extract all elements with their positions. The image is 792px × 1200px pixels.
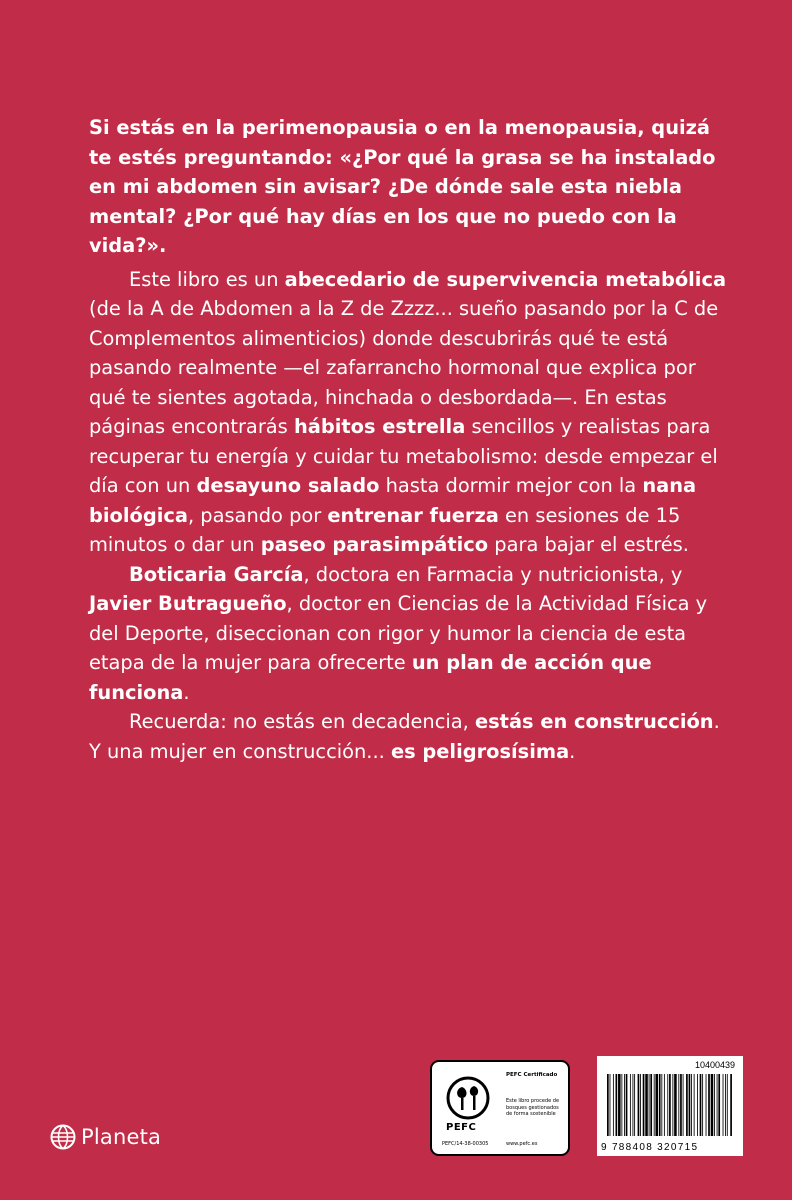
barcode-bar	[610, 1074, 611, 1136]
isbn-barcode	[597, 1056, 743, 1156]
p1-run-0: Este libro es un	[129, 267, 285, 291]
p3-run-3: es peligrosísima	[390, 739, 570, 763]
barcode-bar	[717, 1074, 718, 1136]
p1-run-10: en sesiones de 15 minutos o dar un	[89, 503, 681, 556]
barcode-bar	[691, 1074, 692, 1136]
p1-run-7: nana biológica	[89, 474, 697, 527]
planeta-globe-icon	[50, 1124, 76, 1150]
barcode-bar	[630, 1074, 631, 1136]
barcode-bar	[618, 1074, 621, 1136]
barcode-bar	[643, 1074, 645, 1136]
barcode-bar	[634, 1074, 635, 1136]
barcode-bar	[626, 1074, 628, 1136]
p2-run-5: .	[183, 680, 190, 704]
barcode-bar	[672, 1074, 673, 1136]
barcode-bar	[714, 1074, 715, 1136]
barcode-bar	[607, 1074, 609, 1136]
pefc-heading: PEFC Certificado	[506, 1072, 558, 1078]
paragraph-3	[89, 707, 729, 766]
barcode-bar	[624, 1074, 625, 1136]
p3-run-1: estás en construcción	[474, 710, 714, 733]
barcode-bar	[694, 1074, 695, 1136]
barcode-bar	[669, 1074, 671, 1136]
pefc-url: www.pefc.es	[506, 1141, 538, 1147]
p1-run-1: abecedario de supervivencia metabólica	[284, 267, 727, 291]
p1-run-9: entrenar fuerza	[327, 503, 499, 527]
intro-paragraph: Si estás en la perimenopausia o en la menopausia, quizá te estés preguntando: «¿Por qué la grasa se ha instalado en mi abdomen sin avisar? ¿De dónde sale esta niebla mental? ¿Por qué hay días en los que no puedo con la vida?».	[89, 116, 716, 257]
p3-run-0: Recuerda: no estás en decadencia,	[129, 710, 475, 733]
barcode-bar	[708, 1074, 710, 1136]
p1-run-4: sencillos y realistas para recuperar tu energía y cuidar tu metabolismo: desde empezar el día con un	[89, 415, 718, 497]
p1-run-5: desayuno salado	[196, 474, 380, 497]
p1-run-8: , pasando por	[187, 503, 328, 527]
barcode-bar	[678, 1074, 679, 1136]
barcode-bar	[689, 1074, 691, 1136]
p2-run-4: un plan de acción que funciona	[89, 651, 652, 704]
barcode-bar	[649, 1074, 650, 1136]
barcode-bar	[700, 1074, 702, 1136]
paragraph-1	[89, 265, 729, 560]
pefc-code: PEFC/14-38-00305	[442, 1141, 489, 1147]
p1-run-6: hasta dormir mejor con la	[379, 474, 643, 497]
barcode-bar	[730, 1074, 732, 1136]
barcode-bar	[725, 1074, 726, 1136]
barcode-bar	[697, 1074, 698, 1136]
p1-run-11: paseo parasimpático	[260, 533, 489, 556]
barcode-bar	[661, 1074, 662, 1136]
barcode-bar	[616, 1074, 618, 1136]
pefc-certification-label	[430, 1060, 570, 1156]
barcode-bar	[638, 1074, 640, 1136]
barcode-bar	[640, 1074, 641, 1136]
back-cover-blurb	[89, 113, 729, 766]
barcode-bar	[667, 1074, 668, 1136]
publisher-logo	[50, 1124, 161, 1150]
p2-run-0: Boticaria García	[129, 562, 304, 586]
p3-run-4: .	[569, 739, 576, 763]
p1-run-3: hábitos estrella	[293, 415, 466, 438]
p2-run-3: , doctor en Ciencias de la Actividad Física y del Deporte, diseccionan con rigor y humor la ciencia de esta etapa de la mujer para ofrecerte	[89, 592, 708, 674]
pefc-trees-icon	[446, 1076, 490, 1120]
p2-run-1: , doctora en Farmacia y nutricionista, y	[303, 562, 683, 586]
barcode-bar	[654, 1074, 655, 1136]
barcode-bar	[686, 1074, 688, 1136]
p1-run-2: (de la A de Abdomen a la Z de Zzzz... sueño pasando por la C de Complementos alimenticios) donde descubrirás qué te está pasando realmente —el zafarrancho hormonal que explica por qué te sientes agotada, hinchada o desbordada—. En estas páginas encontrarás	[89, 297, 719, 438]
barcode-bar	[621, 1074, 622, 1136]
pefc-description: Este libro procede de bosques gestionados de forma sostenible	[506, 1098, 560, 1117]
barcode-bar	[655, 1074, 658, 1136]
barcode-bar	[711, 1074, 714, 1136]
p2-run-2: Javier Butragueño	[89, 592, 287, 615]
publisher-name: Planeta	[81, 1125, 162, 1149]
barcode-bars	[605, 1074, 735, 1136]
p3-run-2: . Y una mujer en construcción...	[89, 710, 720, 763]
barcode-bar	[727, 1074, 728, 1136]
barcode-bar	[659, 1074, 661, 1136]
barcode-bar	[650, 1074, 652, 1136]
barcode-bar	[645, 1074, 648, 1136]
barcode-bar	[702, 1074, 703, 1136]
barcode-digits: 9 788408 320715	[601, 1142, 699, 1153]
barcode-reference-number: 10400439	[694, 1060, 735, 1070]
barcode-bar	[723, 1074, 724, 1136]
barcode-bar	[680, 1074, 682, 1136]
barcode-bar	[683, 1074, 684, 1136]
barcode-bar	[674, 1074, 677, 1136]
barcode-bar	[706, 1074, 707, 1136]
barcode-bar	[664, 1074, 665, 1136]
barcode-bar	[718, 1074, 720, 1136]
p1-run-12: para bajar el estrés.	[488, 533, 689, 556]
barcode-bar	[613, 1074, 614, 1136]
paragraph-2	[89, 560, 729, 708]
pefc-wordmark: PEFC	[446, 1122, 477, 1133]
barcode-bar	[633, 1074, 634, 1136]
